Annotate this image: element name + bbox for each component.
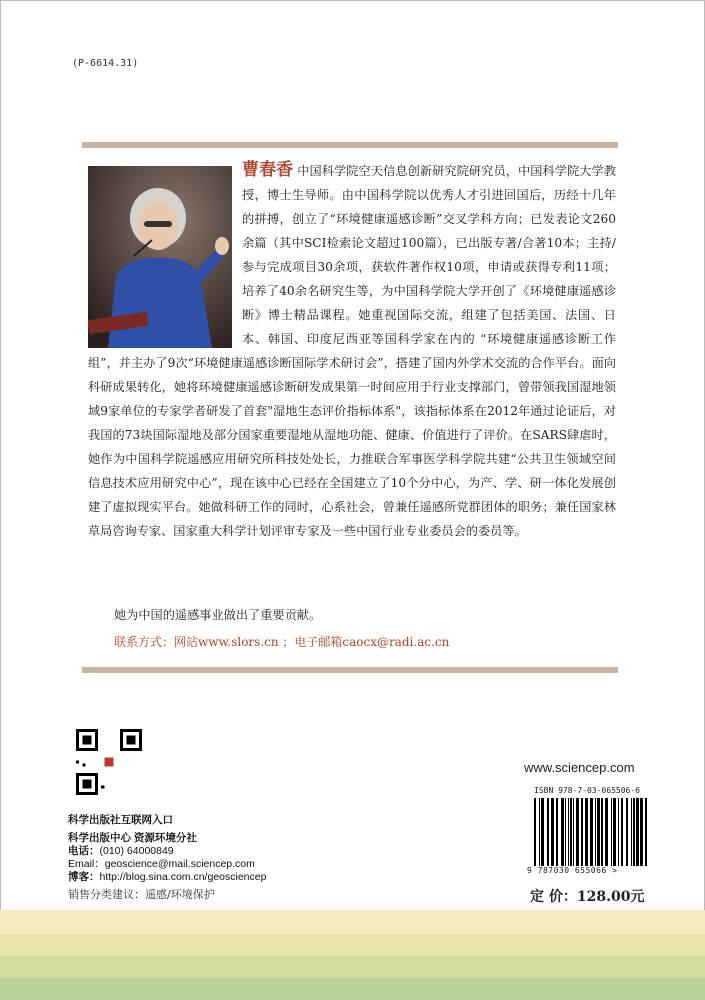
- publisher-center: 科学出版中心 资源环境分社: [68, 832, 197, 844]
- isbn-text: ISBN 978-7-03-065506-6: [534, 786, 640, 795]
- color-band-2: [0, 934, 705, 956]
- color-band-3: [0, 956, 705, 978]
- color-band-4: [0, 978, 705, 1000]
- catalog-code: (P-6614.31): [72, 58, 139, 69]
- publisher-portal: 科学出版社互联网入口: [68, 814, 173, 826]
- author-bio: [88, 158, 616, 543]
- bio-closing: 她为中国的遥感事业做出了重要贡献。: [114, 608, 322, 622]
- phone-label: 电话：: [68, 845, 100, 857]
- isbn-barcode: [532, 798, 650, 866]
- bottom-rule: [82, 667, 618, 673]
- author-name: 曹春香: [242, 160, 294, 180]
- sales-category: 销售分类建议：遥感/环境保护: [68, 888, 215, 901]
- publisher-email: Email：geoscience@mail.sciencep.com: [68, 858, 255, 870]
- color-band-1: [0, 910, 705, 934]
- bio-text: 中国科学院空天信息创新研究院研究员，中国科学院大学教授，博士生导师。由中国科学院以优秀人才引进回国后，历经十几年的拼搏，创立了“环境健康遥感诊断”交叉学科方向；已发表论文260余篇（其中SCI检索论文超过100篇），已出版专著/合著10本；主持/参与完成项目30余项，获软件著作权10项，申请或获得专利11项；培养了40余名研究生等，为中国科学院大学开创了《环境健康遥感诊断》博士精品课程。她重视国际交流，组建了包括美国、法国、日本、韩国、印度尼西亚等国科学家在内的 “环境健康遥感诊断工作组”，并主办了9次“环境健康遥感诊断国际学术研讨会”，搭建了国内外学术交流的合作平台。面向科研成果转化，她将环境健康遥感诊断研发成果第一时间应用于行业支撑部门，曾带领我国湿地领域9家单位的专家学者研发了首套"湿地生态评价指标体系"，该指标体系在2012年通过论证后，对我国的73块国际湿地及部分国家重要湿地从湿地功能、健康、价值进行了评价。在SARS肆虐时，她作为中国科学院遥感应用研究所科技处处长，力推联合军事医学科学院共建“公共卫生领域空间信息技术应用研究中心”，现在该中心已经在全国建立了10个分中心，为产、学、研一体化发展创建了虚拟现实平台。她做科研工作的同时，心系社会，曾兼任遥感所党群团体的职务；兼任国家林草局咨询专家、国家重大科学计划评审专家及一些中国行业专业委员会的委员等。: [88, 164, 617, 538]
- barcode-digits: 9 787030 655066 >: [527, 866, 618, 875]
- blog-url: http://blog.sina.com.cn/geosciencep: [99, 871, 267, 883]
- website-url: www.sciencep.com: [524, 760, 635, 775]
- photo-spacer: [88, 158, 242, 348]
- publisher-blog: [68, 869, 266, 884]
- blog-label: 博客：: [68, 871, 100, 883]
- contact-info: 联系方式：网站www.slors.cn ；电子邮箱caocx@radi.ac.cn: [114, 635, 450, 649]
- price: 定 价：128.00元: [530, 889, 645, 905]
- top-rule: [82, 142, 618, 148]
- phone-number: (010) 64000849: [99, 845, 174, 857]
- qr-code[interactable]: [76, 729, 142, 795]
